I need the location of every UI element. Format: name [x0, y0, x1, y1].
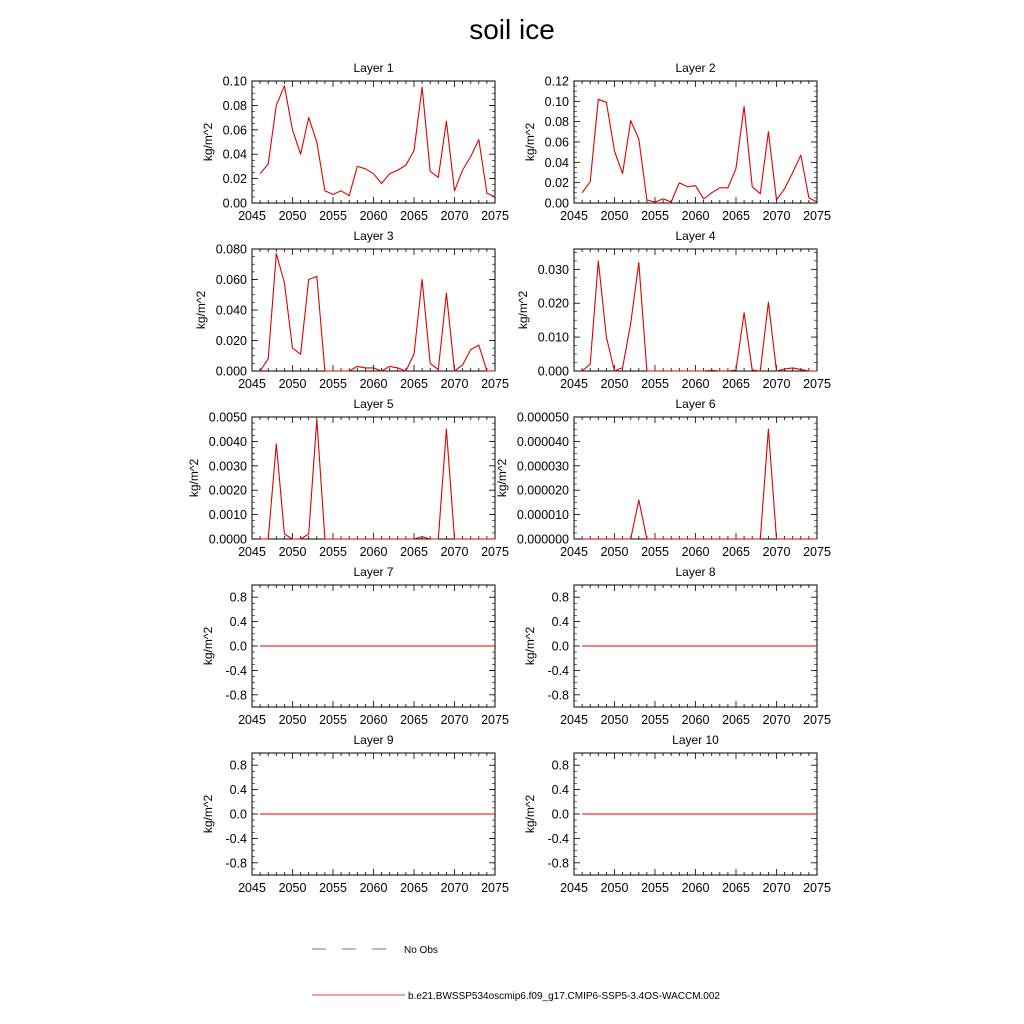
y-tick-label: 0.020	[215, 334, 247, 348]
panel-layer-3	[194, 229, 509, 391]
y-tick-label: 0.000030	[516, 459, 569, 474]
x-tick-label: 2065	[400, 209, 428, 223]
y-tick-label: 0.0030	[208, 459, 247, 474]
y-tick-label: 0.4	[551, 783, 569, 798]
x-tick-label: 2060	[359, 713, 388, 727]
x-tick-label: 2065	[722, 377, 750, 391]
x-tick-label: 2045	[238, 545, 266, 559]
x-tick-label: 2075	[803, 209, 831, 223]
y-tick-label: 0.000020	[516, 483, 569, 498]
y-tick-label: 0.08	[222, 98, 247, 113]
y-tick-label: 0.4	[551, 615, 569, 630]
x-tick-label: 2050	[278, 881, 307, 895]
panel-layer-1	[201, 61, 509, 223]
y-tick-label: 0.000000	[516, 532, 569, 547]
x-tick-label: 2065	[400, 377, 428, 391]
x-tick-label: 2050	[278, 545, 307, 559]
y-tick-label: 0.0040	[208, 434, 247, 449]
plot-frame	[252, 249, 495, 371]
y-tick-label: 0.8	[551, 758, 569, 773]
y-tick-label: 0.060	[215, 273, 247, 287]
y-axis-label: kg/m^2	[516, 290, 530, 330]
x-tick-label: 2060	[359, 881, 388, 895]
y-tick-label: -0.8	[225, 688, 247, 703]
x-tick-label: 2065	[400, 713, 428, 727]
y-tick-label: 0.0	[551, 807, 569, 822]
y-tick-label: 0.06	[222, 123, 247, 138]
x-tick-label: 2045	[560, 545, 588, 559]
legend-obs-label: No Obs	[404, 945, 438, 956]
y-tick-label: 0.04	[544, 155, 569, 170]
y-axis-label: kg/m^2	[523, 794, 537, 834]
y-tick-label: 0.06	[544, 135, 569, 150]
y-axis-label: kg/m^2	[523, 122, 537, 162]
y-tick-label: 0.8	[229, 758, 247, 773]
x-tick-label: 2065	[722, 713, 750, 727]
x-tick-label: 2070	[762, 377, 791, 391]
y-tick-label: 0.8	[229, 590, 247, 605]
panel-layer-9	[201, 733, 509, 895]
x-tick-label: 2075	[803, 545, 831, 559]
y-tick-label: 0.0	[229, 639, 247, 654]
x-tick-label: 2050	[278, 713, 307, 727]
x-tick-label: 2055	[641, 713, 669, 727]
x-tick-label: 2065	[722, 545, 750, 559]
panel-layer-5	[187, 397, 509, 559]
x-tick-label: 2075	[481, 209, 509, 223]
x-tick-label: 2060	[681, 209, 710, 223]
x-tick-label: 2050	[278, 209, 307, 223]
x-tick-label: 2070	[440, 209, 469, 223]
panel-title: Layer 1	[353, 61, 394, 75]
series-line	[260, 419, 495, 539]
x-tick-label: 2070	[440, 713, 469, 727]
x-tick-label: 2050	[600, 881, 629, 895]
x-tick-label: 2045	[238, 209, 266, 223]
x-tick-label: 2070	[440, 545, 469, 559]
x-tick-label: 2055	[319, 377, 347, 391]
x-tick-label: 2055	[319, 713, 347, 727]
page-title: soil ice	[469, 14, 555, 45]
x-tick-label: 2045	[560, 377, 588, 391]
x-tick-label: 2065	[400, 545, 428, 559]
y-tick-label: -0.4	[225, 663, 247, 678]
x-tick-label: 2060	[681, 545, 710, 559]
x-tick-label: 2070	[762, 713, 791, 727]
y-tick-label: -0.8	[547, 856, 569, 871]
x-tick-label: 2060	[681, 713, 710, 727]
x-tick-label: 2050	[600, 377, 629, 391]
y-tick-label: 0.000050	[516, 410, 569, 425]
y-tick-label: 0.0010	[208, 508, 247, 523]
y-tick-label: 0.030	[537, 262, 569, 277]
x-tick-label: 2045	[560, 713, 588, 727]
panel-title: Layer 8	[675, 565, 716, 579]
y-tick-label: 0.04	[222, 147, 247, 162]
x-tick-label: 2075	[481, 713, 509, 727]
y-axis-label: kg/m^2	[495, 458, 509, 498]
legend	[312, 945, 720, 1002]
y-tick-label: 0.040	[215, 303, 247, 318]
x-tick-label: 2070	[762, 881, 791, 895]
panel-title: Layer 3	[353, 229, 394, 243]
y-axis-label: kg/m^2	[201, 122, 215, 162]
y-tick-label: 0.0	[229, 807, 247, 822]
series-line	[260, 86, 495, 197]
series-line	[260, 254, 495, 371]
plot-frame	[252, 81, 495, 203]
x-tick-label: 2050	[600, 209, 629, 223]
y-tick-label: 0.0050	[208, 410, 247, 425]
x-tick-label: 2075	[481, 377, 509, 391]
x-tick-label: 2045	[560, 881, 588, 895]
x-tick-label: 2065	[722, 209, 750, 223]
panel-title: Layer 4	[675, 229, 716, 243]
x-tick-label: 2045	[238, 713, 266, 727]
y-tick-label: 0.000040	[516, 434, 569, 449]
x-tick-label: 2045	[238, 377, 266, 391]
x-tick-label: 2070	[440, 881, 469, 895]
series-line	[582, 429, 817, 539]
y-tick-label: -0.8	[225, 856, 247, 871]
y-tick-label: 0.010	[537, 330, 569, 345]
y-tick-label: 0.080	[215, 242, 247, 257]
y-tick-label: 0.0000	[208, 532, 247, 547]
x-tick-label: 2075	[803, 713, 831, 727]
x-tick-label: 2060	[681, 881, 710, 895]
x-tick-label: 2070	[762, 209, 791, 223]
x-tick-label: 2055	[641, 545, 669, 559]
x-tick-label: 2055	[319, 881, 347, 895]
y-axis-label: kg/m^2	[201, 626, 215, 666]
y-tick-label: -0.4	[547, 831, 569, 846]
y-tick-label: 0.10	[222, 74, 247, 89]
x-tick-label: 2045	[238, 881, 266, 895]
x-tick-label: 2075	[481, 545, 509, 559]
y-axis-label: kg/m^2	[201, 794, 215, 834]
x-tick-label: 2050	[600, 713, 629, 727]
y-tick-label: 0.0	[551, 639, 569, 654]
y-tick-label: 0.02	[544, 176, 569, 191]
y-axis-label: kg/m^2	[523, 626, 537, 666]
series-line	[582, 261, 817, 371]
y-tick-label: 0.000	[215, 364, 247, 379]
x-tick-label: 2075	[803, 881, 831, 895]
y-tick-label: 0.02	[222, 172, 247, 187]
y-tick-label: 0.12	[544, 74, 569, 89]
x-tick-label: 2060	[359, 209, 388, 223]
x-tick-label: 2060	[359, 377, 388, 391]
x-tick-label: 2050	[278, 377, 307, 391]
y-tick-label: 0.8	[551, 590, 569, 605]
x-tick-label: 2055	[641, 881, 669, 895]
y-tick-label: 0.000010	[516, 508, 569, 523]
x-tick-label: 2065	[400, 881, 428, 895]
panel-layer-7	[201, 565, 509, 727]
x-tick-label: 2055	[319, 209, 347, 223]
x-tick-label: 2060	[681, 377, 710, 391]
panel-title: Layer 5	[353, 397, 394, 411]
x-tick-label: 2055	[641, 377, 669, 391]
panel-title: Layer 9	[353, 733, 394, 747]
x-tick-label: 2055	[319, 545, 347, 559]
y-tick-label: 0.0020	[208, 483, 247, 498]
panel-layer-8	[523, 565, 831, 727]
panel-title: Layer 6	[675, 397, 716, 411]
x-tick-label: 2050	[600, 545, 629, 559]
plot-frame	[252, 417, 495, 539]
panel-layer-4	[516, 229, 831, 391]
series-line	[582, 99, 817, 202]
y-axis-label: kg/m^2	[194, 290, 208, 330]
legend-model-label: b.e21.BWSSP534oscmip6.f09_g17.CMIP6-SSP5-3.4OS-WACCM.002	[408, 991, 720, 1002]
y-tick-label: 0.10	[544, 94, 569, 109]
x-tick-label: 2045	[560, 209, 588, 223]
x-tick-label: 2065	[722, 881, 750, 895]
x-tick-label: 2060	[359, 545, 388, 559]
panel-layer-2	[523, 61, 831, 223]
panel-title: Layer 7	[353, 565, 394, 579]
y-tick-label: 0.08	[544, 115, 569, 130]
y-tick-label: -0.4	[547, 663, 569, 678]
y-tick-label: 0.020	[537, 296, 569, 311]
x-tick-label: 2075	[803, 377, 831, 391]
x-tick-label: 2070	[440, 377, 469, 391]
panel-layer-6	[495, 397, 831, 559]
y-tick-label: 0.00	[544, 196, 569, 211]
x-tick-label: 2070	[762, 545, 791, 559]
y-tick-label: 0.00	[222, 196, 247, 211]
y-tick-label: -0.8	[547, 688, 569, 703]
y-tick-label: 0.4	[229, 615, 247, 630]
y-axis-label: kg/m^2	[187, 458, 201, 498]
panel-layer-10	[523, 733, 831, 895]
panel-title: Layer 10	[672, 733, 719, 747]
y-tick-label: 0.000	[537, 364, 569, 379]
plot-frame	[574, 417, 817, 539]
x-tick-label: 2055	[641, 209, 669, 223]
y-tick-label: -0.4	[225, 831, 247, 846]
panel-title: Layer 2	[675, 61, 716, 75]
y-tick-label: 0.4	[229, 783, 247, 798]
x-tick-label: 2075	[481, 881, 509, 895]
plot-frame	[574, 81, 817, 203]
